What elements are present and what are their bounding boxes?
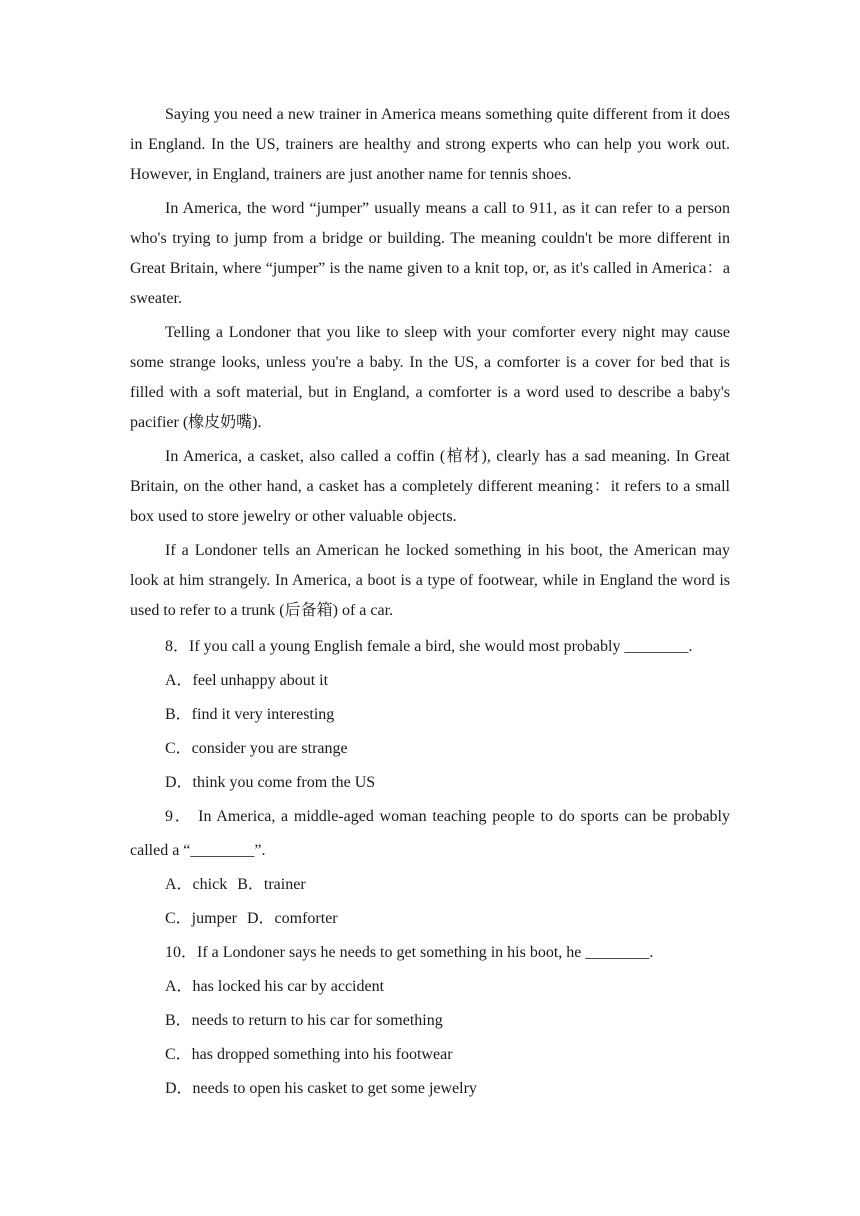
question-8 xyxy=(130,630,730,800)
question-9-option-d: D．comforter xyxy=(247,910,338,927)
question-8-option-d: D．think you come from the US xyxy=(165,774,376,791)
question-10-stem: 10．If a Londoner says he needs to get something in his boot, he ________. xyxy=(165,944,654,961)
question-9-option-a: A．chick xyxy=(165,876,228,893)
question-10-option-a: A．has locked his car by accident xyxy=(165,978,385,995)
passage-paragraph-4: In America, a casket, also called a coffin (棺材), clearly has a sad meaning. In Great Britain, on the other hand, a casket has a completely different meaning：it refers to a small box used to store jewelry or other valuable objects. xyxy=(130,448,731,525)
question-9-options-row-1 xyxy=(130,868,730,902)
question-9 xyxy=(130,800,730,936)
question-10-option-d: D．needs to open his casket to get some jewelry xyxy=(165,1080,477,1097)
question-9-option-b: B．trainer xyxy=(237,876,306,893)
question-10-option-b: B．needs to return to his car for something xyxy=(165,1012,443,1029)
question-9-stem: 9． In America, a middle-aged woman teaching people to do sports can be probably called a “________”. xyxy=(130,808,731,859)
question-9-option-c: C．jumper xyxy=(165,910,237,927)
question-8-stem: 8．If you call a young English female a bird, she would most probably ________. xyxy=(165,638,693,655)
question-10 xyxy=(130,936,730,1106)
passage-paragraph-1: Saying you need a new trainer in America means something quite different from it does in England. In the US, trainers are healthy and strong experts who can help you work out. However, in England, trainers are just another name for tennis shoes. xyxy=(130,106,730,183)
document-page xyxy=(130,100,730,1106)
question-10-option-c: C．has dropped something into his footwear xyxy=(165,1046,453,1063)
question-8-option-b: B．find it very interesting xyxy=(165,706,335,723)
passage-paragraph-2: In America, the word “jumper” usually means a call to 911, as it can refer to a person who's trying to jump from a bridge or building. The meaning couldn't be more different in Great Britain, where “jumper” is the name given to a knit top, or, as it's called in America：a sweater. xyxy=(130,200,730,307)
question-9-options-row-2 xyxy=(130,902,730,936)
passage-paragraph-5: If a Londoner tells an American he locked something in his boot, the American may look at him strangely. In America, a boot is a type of footwear, while in England the word is used to refer to a trunk (后备箱) of a car. xyxy=(130,542,730,619)
question-8-option-a: A．feel unhappy about it xyxy=(165,672,329,689)
passage-paragraph-3: Telling a Londoner that you like to sleep with your comforter every night may cause some strange looks, unless you're a baby. In the US, a comforter is a cover for bed that is filled with a soft material, but in England, a comforter is a word used to describe a baby's pacifier (橡皮奶嘴). xyxy=(130,324,730,431)
question-8-option-c: C．consider you are strange xyxy=(165,740,348,757)
